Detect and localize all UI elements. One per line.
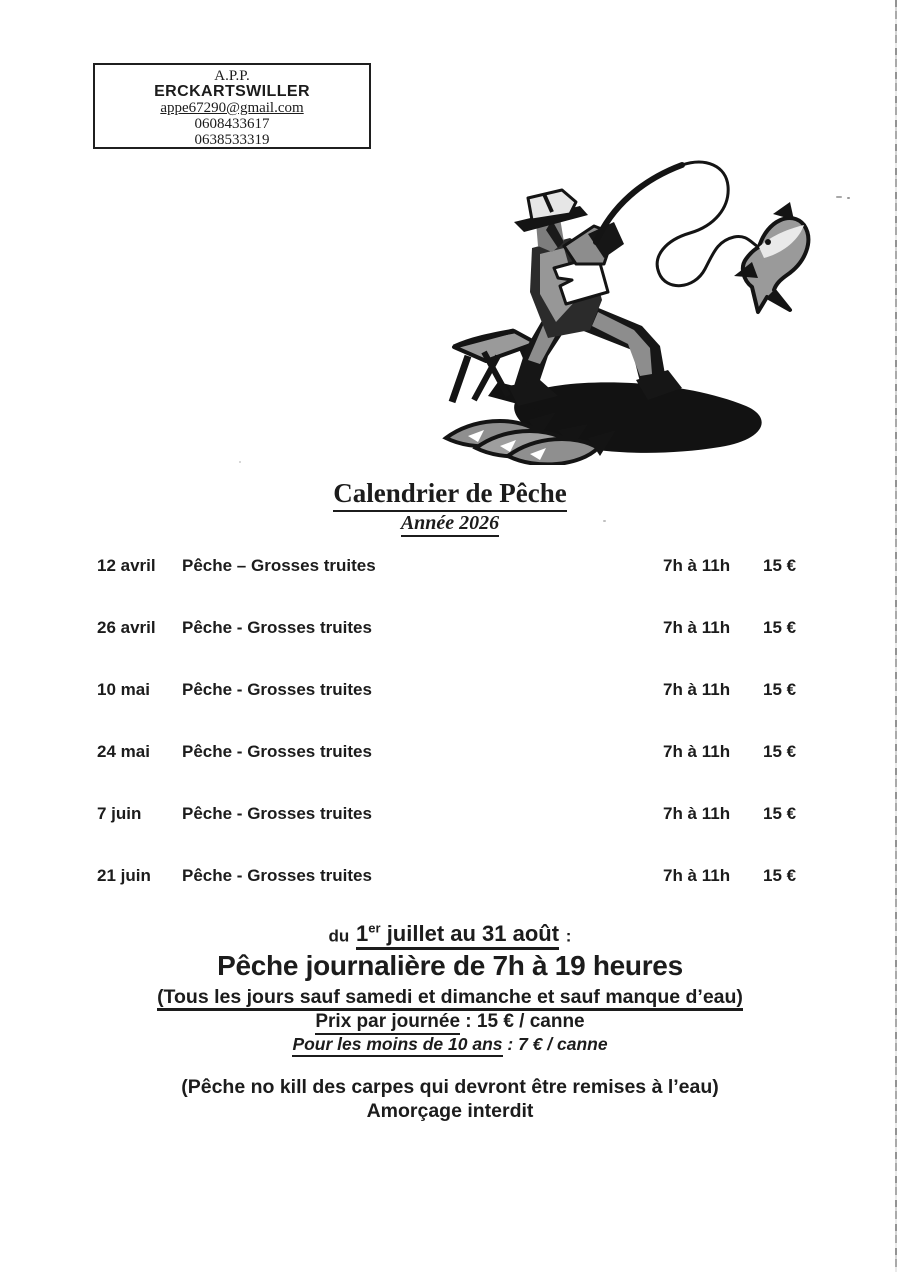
org-phone-2: 0638533319 — [194, 132, 270, 148]
summer-days-note — [0, 986, 900, 1009]
page-subtitle-year — [0, 512, 900, 535]
row-time: 7h à 11h — [663, 556, 731, 575]
org-phone-1: 0608433617 — [194, 116, 270, 132]
row-event: Pêche - Grosses truites — [182, 680, 372, 699]
table-row — [0, 866, 900, 888]
scan-artifact-speck — [603, 520, 606, 522]
row-event: Pêche – Grosses truites — [182, 556, 376, 575]
row-time: 7h à 11h — [663, 804, 731, 823]
row-date: 12 avril — [97, 556, 156, 575]
summer-headline: Pêche journalière de 7h à 19 heures — [217, 950, 683, 981]
row-time: 7h à 11h — [663, 742, 731, 761]
fishing-rod-and-line — [596, 162, 760, 286]
ordinal-sup: er — [368, 921, 381, 936]
price-label: Prix par journée — [315, 1011, 460, 1035]
scan-artifact-speck — [847, 197, 850, 199]
page-title-text: Calendrier de Pêche — [333, 478, 566, 512]
org-email: appe67290@gmail.com — [160, 100, 304, 116]
fisherman-clipart — [428, 150, 816, 465]
row-date: 10 mai — [97, 680, 150, 699]
page-subtitle-text: Année 2026 — [401, 512, 499, 537]
row-date: 7 juin — [97, 804, 142, 823]
fisherman-figure — [508, 190, 682, 406]
row-price: 15 € — [763, 680, 797, 699]
row-date: 26 avril — [97, 618, 156, 637]
row-price: 15 € — [763, 618, 797, 637]
row-time: 7h à 11h — [663, 618, 731, 637]
summer-period-dates: 1er juillet au 31 août — [356, 921, 559, 950]
row-price: 15 € — [763, 866, 797, 885]
row-date: 24 mai — [97, 742, 150, 761]
row-date: 21 juin — [97, 866, 151, 885]
table-row — [0, 556, 900, 578]
summer-period-line — [0, 921, 900, 947]
org-name: ERCKARTSWILLER — [154, 83, 310, 100]
row-event: Pêche - Grosses truites — [182, 804, 372, 823]
row-event: Pêche - Grosses truites — [182, 742, 372, 761]
org-short-name: A.P.P. — [214, 68, 250, 84]
page-title — [0, 478, 900, 509]
summer-days-note-text: (Tous les jours sauf samedi et dimanche et sauf manque d’eau) — [157, 986, 743, 1011]
table-row — [0, 742, 900, 764]
row-time: 7h à 11h — [663, 866, 731, 885]
no-bait-rule: Amorçage interdit — [366, 1100, 534, 1122]
scan-artifact-speck — [836, 196, 842, 198]
row-event: Pêche - Grosses truites — [182, 866, 372, 885]
row-price: 15 € — [763, 556, 797, 575]
summer-kids-price-line — [0, 1034, 900, 1055]
scan-artifact-speck — [239, 461, 241, 463]
summer-period-colon: : — [565, 926, 572, 946]
table-row — [0, 804, 900, 826]
summer-price-line — [0, 1011, 900, 1033]
row-event: Pêche - Grosses truites — [182, 618, 372, 637]
row-time: 7h à 11h — [663, 680, 731, 699]
association-stamp-box — [93, 63, 371, 149]
table-row — [0, 680, 900, 702]
kids-price-value: : 7 € / canne — [502, 1034, 608, 1054]
summer-period-prefix: du — [328, 926, 350, 946]
scan-artifact-edge-line — [895, 0, 897, 1272]
row-price: 15 € — [763, 804, 797, 823]
no-kill-rule: (Pêche no kill des carpes qui devront être remises à l’eau) — [181, 1076, 719, 1098]
table-row — [0, 618, 900, 640]
kids-price-label: Pour les moins de 10 ans — [292, 1034, 502, 1057]
price-value: : 15 € / canne — [460, 1011, 585, 1032]
row-price: 15 € — [763, 742, 797, 761]
jumping-fish — [734, 202, 808, 312]
